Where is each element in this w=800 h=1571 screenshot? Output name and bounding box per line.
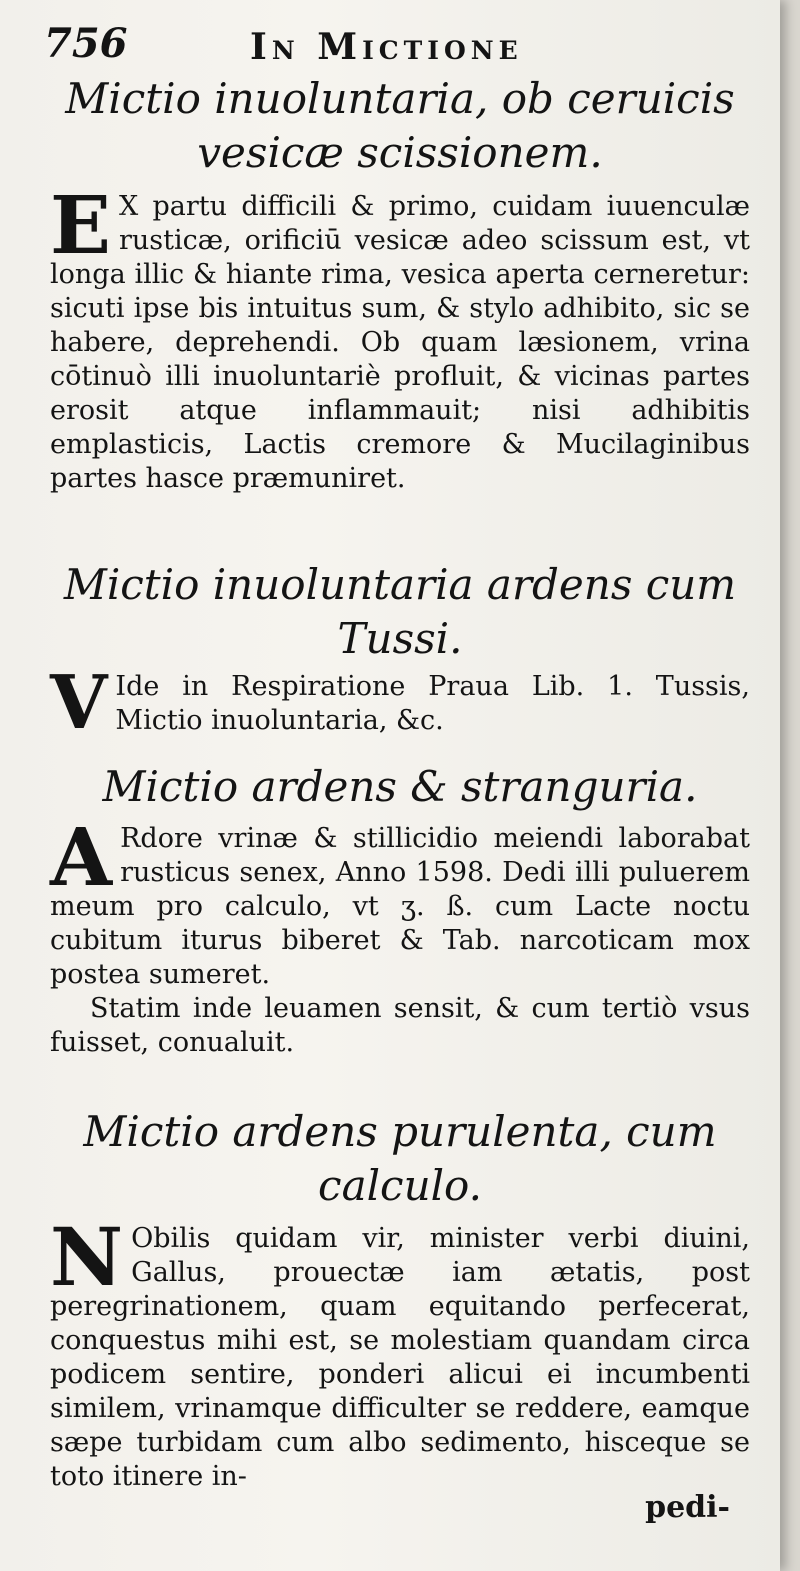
section-text-3: Rdore vrinæ & stillicidio meiendi laborabat rusticus senex, Anno 1598. Dedi illi puluerem meum pro calculo, vt ʒ. ß. cum Lacte noctu cubitum iturus biberet & Tab. narcoticam mox postea sumeret.	[50, 823, 750, 990]
section-text-4: Obilis quidam vir, minister verbi diuini, Gallus, prouectæ iam ætatis, post peregrinationem, quam equitando perfecerat, conquestus mihi est, se molestiam quandam circa podicem sentire, ponderi alicui ei incumbenti similem, vrinamque difficulter se reddere, eamque sæpe turbidam cum albo sedimento, hisceque se toto itinere in-	[50, 1223, 750, 1492]
dropcap-1: E	[50, 178, 111, 272]
section-text-1: X partu difficili & primo, cuidam iuuenculæ rusticæ, orificiū vesicæ adeo scissum est, vt longa illic & hiante rima, vesica aperta cerneretur: sicuti ipse bis intuitus sum, & stylo adhibito, sic se habere, deprehendi. Ob quam læsionem, vrina cōtinuò illi inuoluntariè profluit, & vicinas partes erosit atque inflammauit; nisi adhibitis emplasticis, Lactis cremore & Mucilaginibus partes hasce præmuniret.	[50, 191, 750, 494]
dropcap-2: V	[50, 660, 108, 746]
section-body-3	[50, 810, 750, 1060]
page-number: 756	[44, 20, 128, 67]
section-heading-2: Mictio inuoluntaria ardens cum Tussi.	[63, 560, 737, 663]
section-body-4	[50, 1210, 750, 1494]
section-text-3b: Statim inde leuamen sensit, & cum tertiò vsus fuisset, conualuit.	[50, 993, 750, 1058]
dropcap-3: A	[50, 810, 113, 904]
section-heading-3: Mictio ardens & stranguria.	[102, 762, 698, 811]
section-body-2	[50, 660, 750, 746]
running-head: In Mictione	[250, 26, 523, 68]
page-header	[40, 18, 740, 74]
section-heading-4: Mictio ardens purulenta, cum calculo.	[83, 1107, 717, 1210]
catchword: pedi-	[645, 1490, 730, 1525]
section-text-2: Ide in Respiratione Praua Lib. 1. Tussis, Mictio inuoluntaria, &c.	[115, 671, 750, 736]
dropcap-4: N	[50, 1210, 124, 1304]
section-body-1	[50, 178, 750, 496]
section-heading-1: Mictio inuoluntaria, ob ceruicis vesicæ scissionem.	[65, 74, 735, 177]
